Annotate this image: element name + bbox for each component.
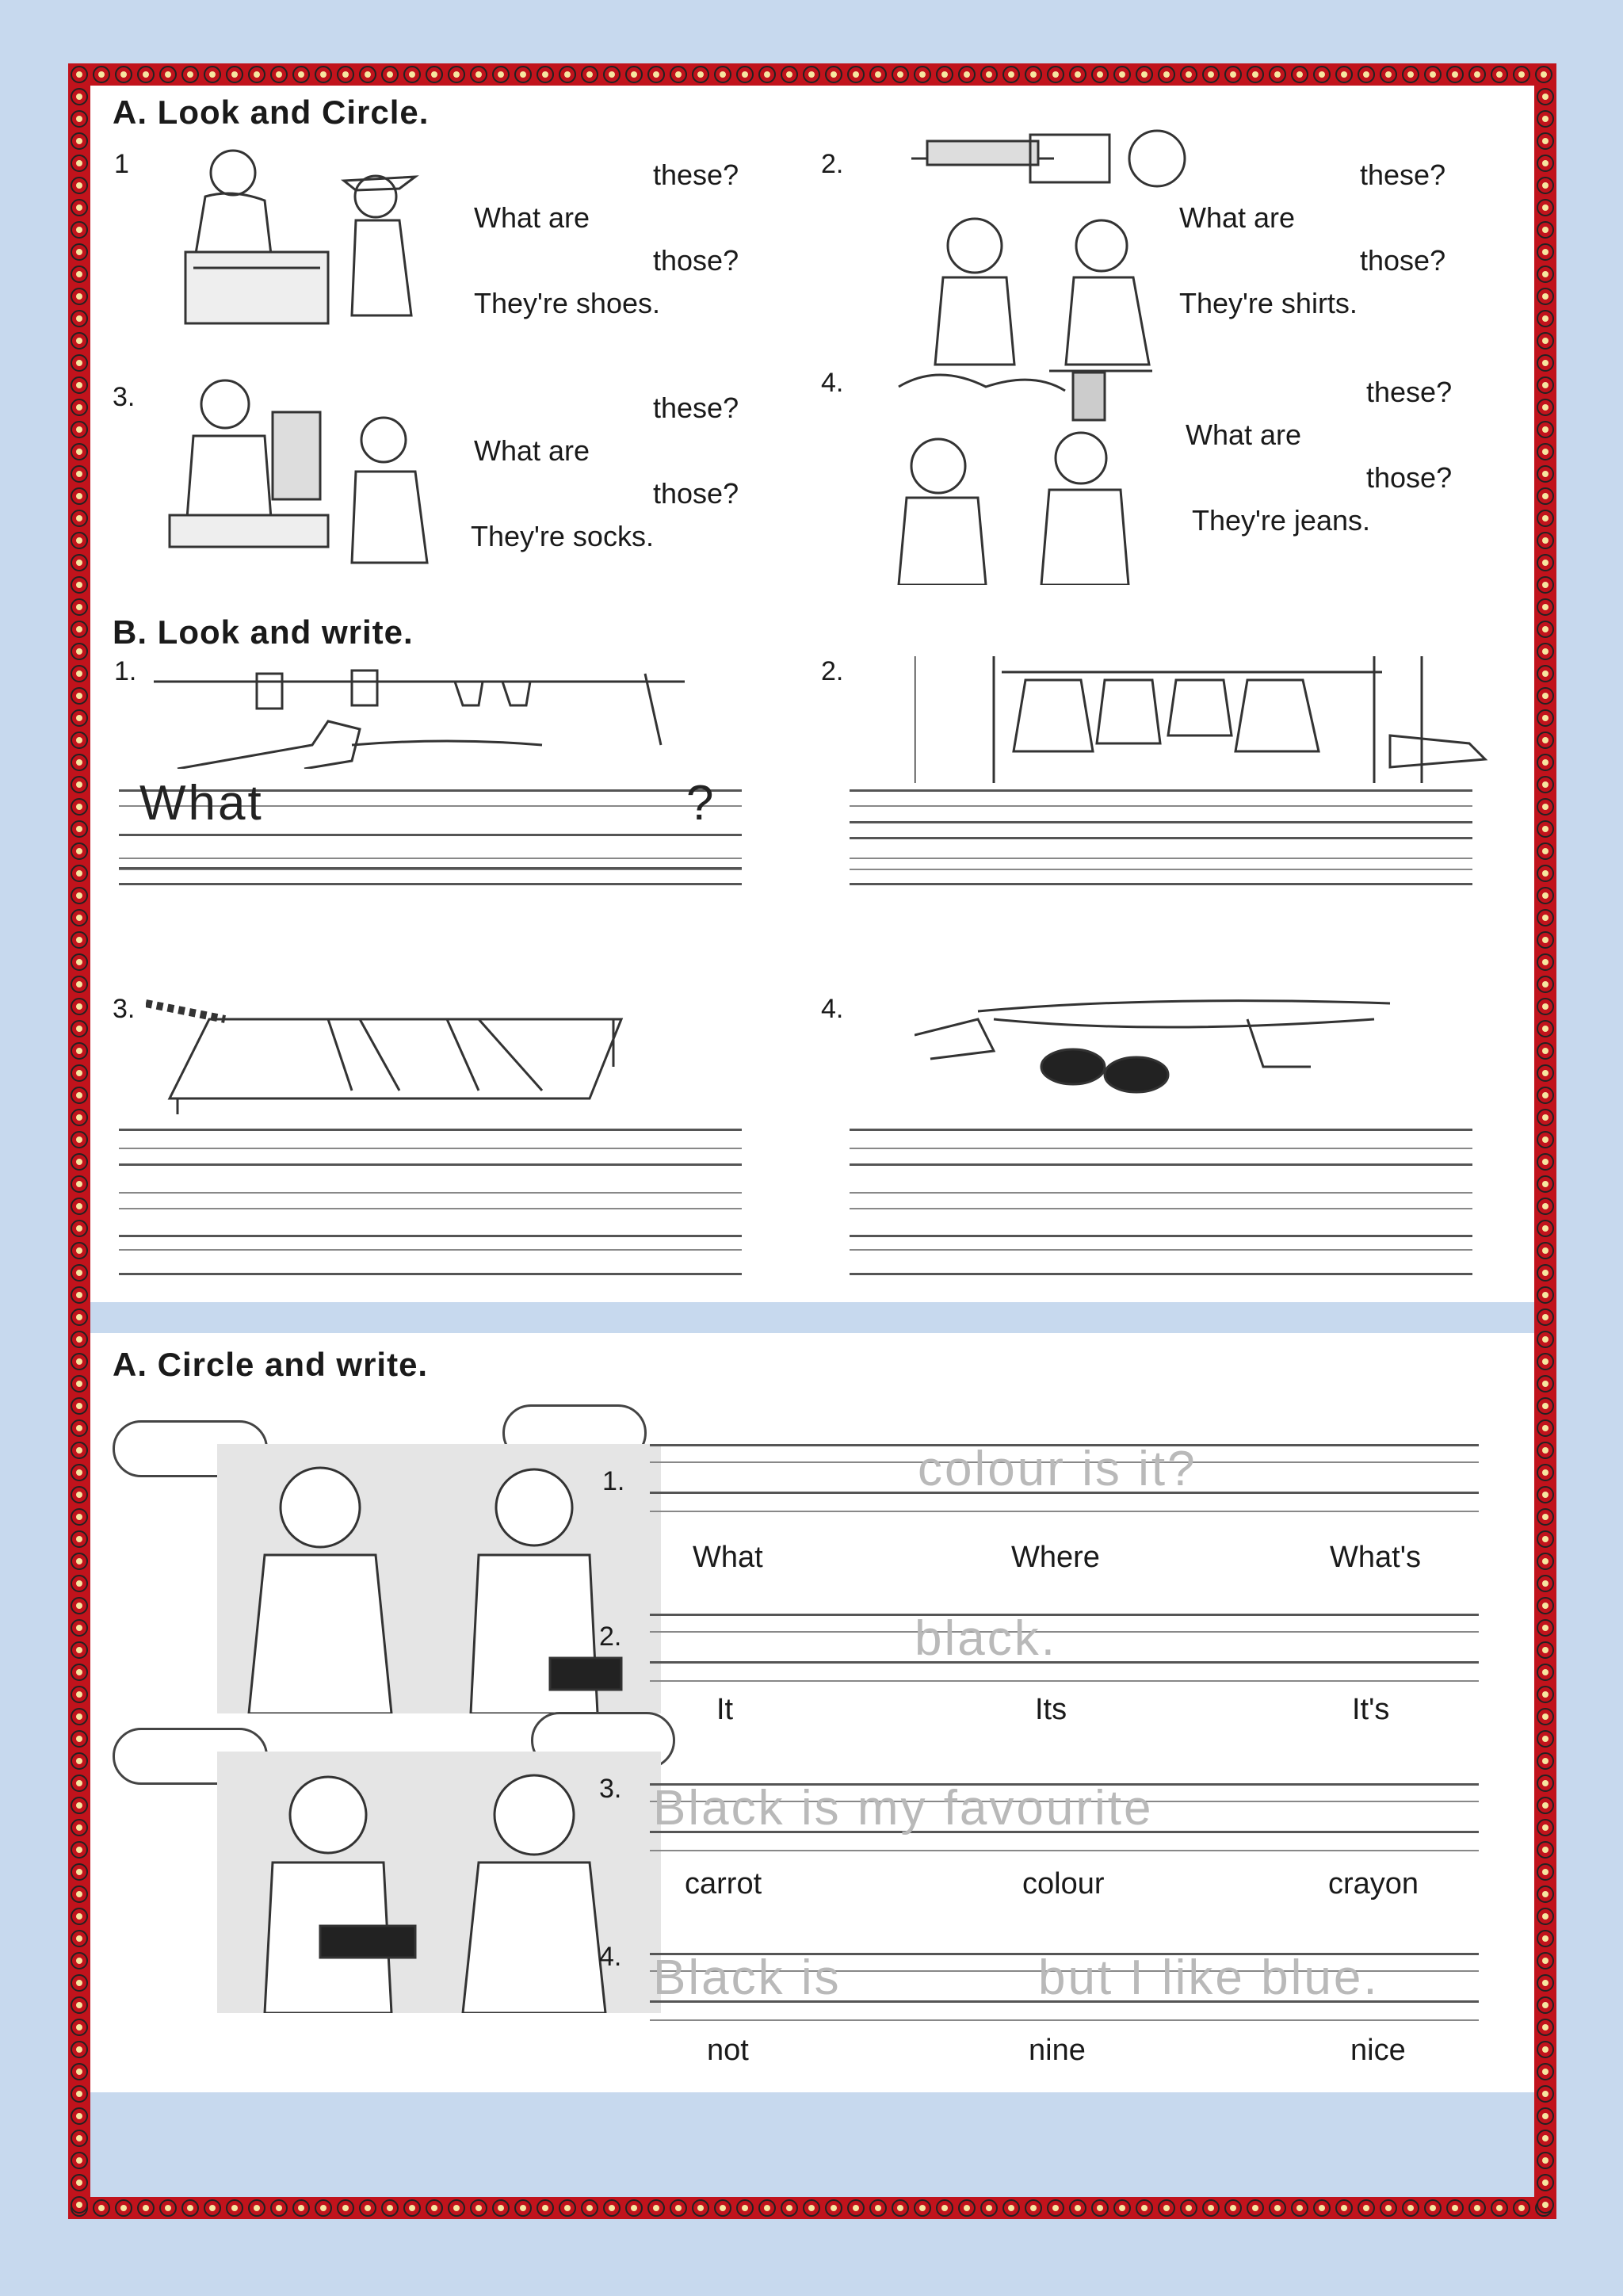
item-c3-choice-2[interactable]: colour [1022,1867,1105,1901]
sock-shop-illustration [154,365,471,571]
item-b1-question-mark: ? [686,776,716,831]
item-a2-number: 2. [821,149,844,179]
item-c2-choice-2[interactable]: Its [1035,1693,1067,1726]
item-a3-line3: those? [653,477,739,510]
section-b-heading: B. Look and write. [113,613,414,651]
item-c4-number: 4. [599,1942,622,1972]
jeans-line-illustration [891,355,1224,585]
item-a2-line3: those? [1360,244,1446,277]
item-a1-line1: these? [653,159,739,191]
trace-lines-c2[interactable] [650,1614,1479,1682]
item-a3-number: 3. [113,382,136,412]
item-c1-trace-text: colour is it? [918,1442,1197,1496]
item-b3-number: 3. [113,994,136,1024]
item-c4-choice-3[interactable]: nice [1350,2034,1406,2067]
item-a3-line2: What are [474,434,590,467]
boys-talking-illustration-2 [217,1752,661,2013]
item-a2-line4: They're shirts. [1179,287,1358,319]
item-a4-number: 4. [821,368,844,398]
item-a2-line2: What are [1179,201,1296,234]
item-a4-line4: They're jeans. [1192,504,1370,537]
section-a-heading: A. Look and Circle. [113,94,430,131]
item-c4-trace-text-b: but I like blue. [1038,1950,1380,2005]
item-a1-line2: What are [474,201,590,234]
item-c1-choice-2[interactable]: Where [1011,1541,1100,1574]
item-a3-line1: these? [653,392,739,424]
item-c2-choice-1[interactable]: It [716,1693,734,1726]
item-a1-line4: They're shoes. [474,287,660,319]
item-a1-line3: those? [653,244,739,277]
dresses-and-shoes-illustration [915,988,1422,1106]
item-c3-choice-3[interactable]: crayon [1328,1867,1419,1901]
item-c1-choice-1[interactable]: What [693,1541,763,1574]
item-a2-line1: these? [1360,159,1446,191]
socks-on-line-illustration [146,650,701,769]
item-a1-number: 1 [114,149,129,179]
item-a3-line4: They're socks. [471,520,654,552]
writing-lines-b4[interactable] [850,1129,1472,1279]
item-b1-start-word: What [139,776,264,831]
item-a4-line3: those? [1366,461,1453,494]
item-a4-line2: What are [1186,418,1302,451]
item-c2-number: 2. [599,1622,622,1652]
boys-talking-illustration-1 [217,1444,661,1713]
shoe-shop-illustration [138,133,471,347]
item-c4-trace-text-a: Black is [653,1950,842,2005]
writing-lines-b3[interactable] [119,1129,742,1279]
item-c1-number: 1. [602,1466,625,1496]
section-c-heading: A. Circle and write. [113,1346,429,1383]
item-b1-number: 1. [114,656,137,686]
item-a4-line1: these? [1366,376,1453,408]
item-c3-choice-1[interactable]: carrot [685,1867,762,1901]
item-c2-trace-text: black. [915,1611,1057,1666]
worksheet-top-panel [90,86,1534,1302]
item-c4-choice-2[interactable]: nine [1029,2034,1086,2067]
item-c3-trace-text: Black is my favourite [653,1781,1154,1836]
jeans-on-table-illustration [146,988,653,1114]
item-b4-number: 4. [821,994,844,1024]
skirts-on-rack-illustration [915,656,1501,799]
worksheet-bottom-panel [90,1333,1534,2092]
item-c2-choice-3[interactable]: It's [1352,1693,1390,1726]
writing-lines-b2[interactable] [850,789,1472,884]
item-c4-choice-1[interactable]: not [707,2034,749,2067]
item-c3-number: 3. [599,1774,622,1804]
item-b2-number: 2. [821,656,844,686]
shirt-line-illustration [896,127,1220,372]
item-c1-choice-3[interactable]: What's [1330,1541,1421,1574]
b1-extra-line [119,867,742,869]
b1-extra-line [119,834,742,836]
